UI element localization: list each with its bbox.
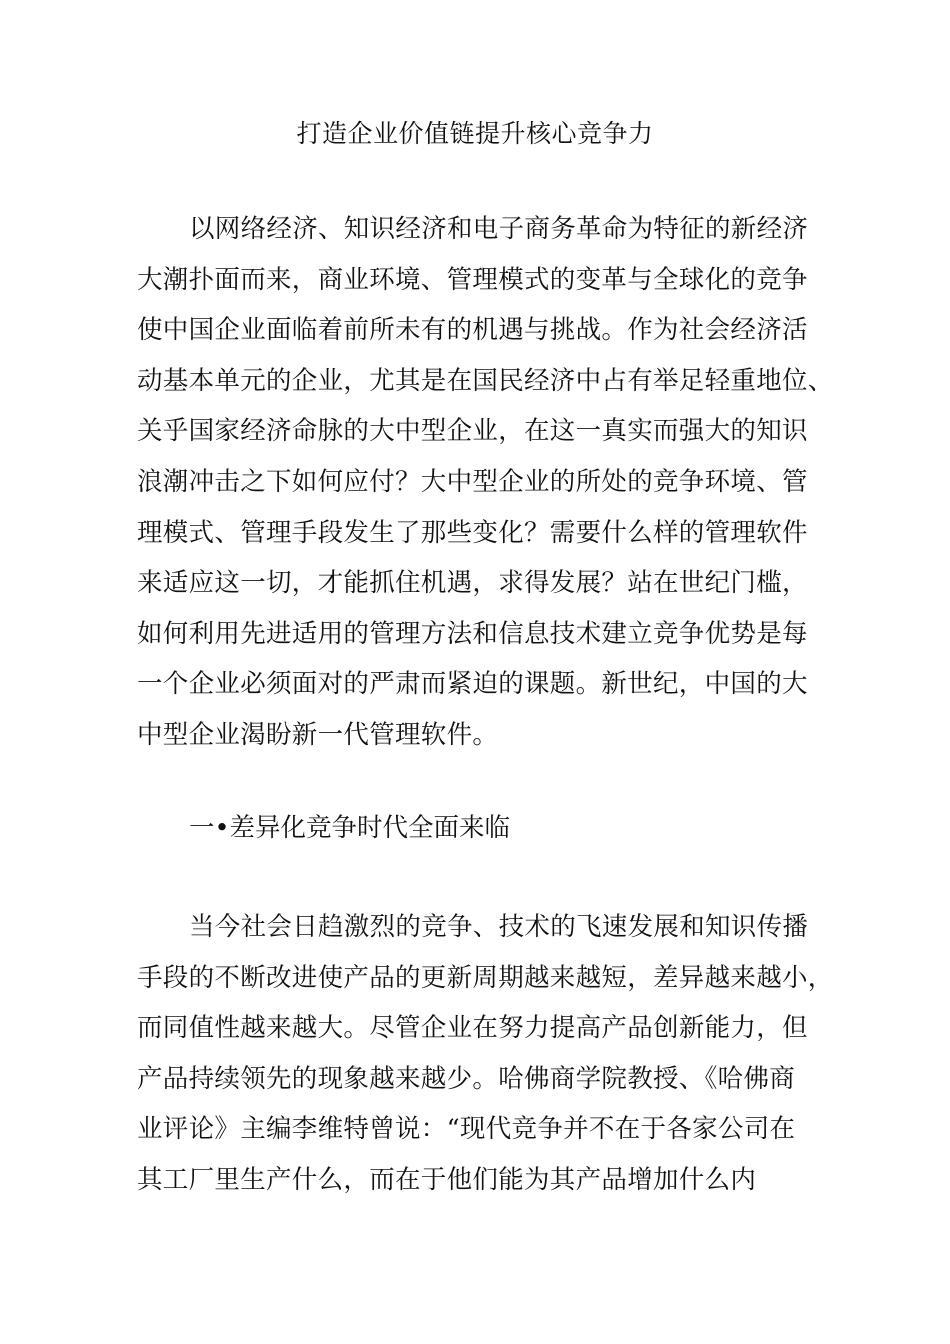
paragraph-line: 理模式、管理手段发生了那些变化？需要什么样的管理软件 [137,517,808,548]
paragraph-line: 产品持续领先的现象越来越少。哈佛商学院教授、《哈佛商 [137,1063,796,1094]
paragraph-line: 而同值性越来越大。尽管企业在努力提高产品创新能力，但 [137,1013,808,1044]
paragraph-line: 关乎国家经济命脉的大中型企业，在这一真实而强大的知识 [137,416,808,447]
paragraph-line: 中型企业渴盼新一代管理软件。 [137,719,499,750]
paragraph-intro [137,204,834,761]
paragraph-line: 其工厂里生产什么，而在于他们能为其产品增加什么内 [137,1164,757,1195]
paragraph-line: 浪潮冲击之下如何应付？大中型企业的所处的竞争环境、管 [137,466,808,497]
paragraph-line: 如何利用先进适用的管理方法和信息技术建立竞争优势是每 [137,618,808,649]
paragraph-line: 以网络经济、知识经济和电子商务革命为特征的新经济 [189,214,809,244]
paragraph-line: 大潮扑面而来，商业环境、管理模式的变革与全球化的竞争 [137,264,808,295]
section-heading: 一•差异化竞争时代全面来临 [189,813,511,843]
paragraph-line: 一个企业必须面对的严肃而紧迫的课题。新世纪，中国的大 [137,669,808,700]
paragraph-line: 手段的不断改进使产品的更新周期越来越短，差异越来越小， [137,962,834,993]
paragraph-line: 动基本单元的企业，尤其是在国民经济中占有举足轻重地位、 [137,365,834,396]
paragraph-line: 使中国企业面临着前所未有的机遇与挑战。作为社会经济活 [137,315,808,346]
document-title: 打造企业价值链提升核心竞争力 [296,119,654,148]
paragraph-line: 来适应这一切，才能抓住机遇，求得发展？站在世纪门槛， [137,568,808,599]
paragraph-line: 当今社会日趋激烈的竞争、技术的飞速发展和知识传播 [189,912,809,942]
paragraph-section1 [137,902,834,1206]
paragraph-line: 业评论》主编李维特曾说：“现代竞争并不在于各家公司在 [137,1114,796,1145]
